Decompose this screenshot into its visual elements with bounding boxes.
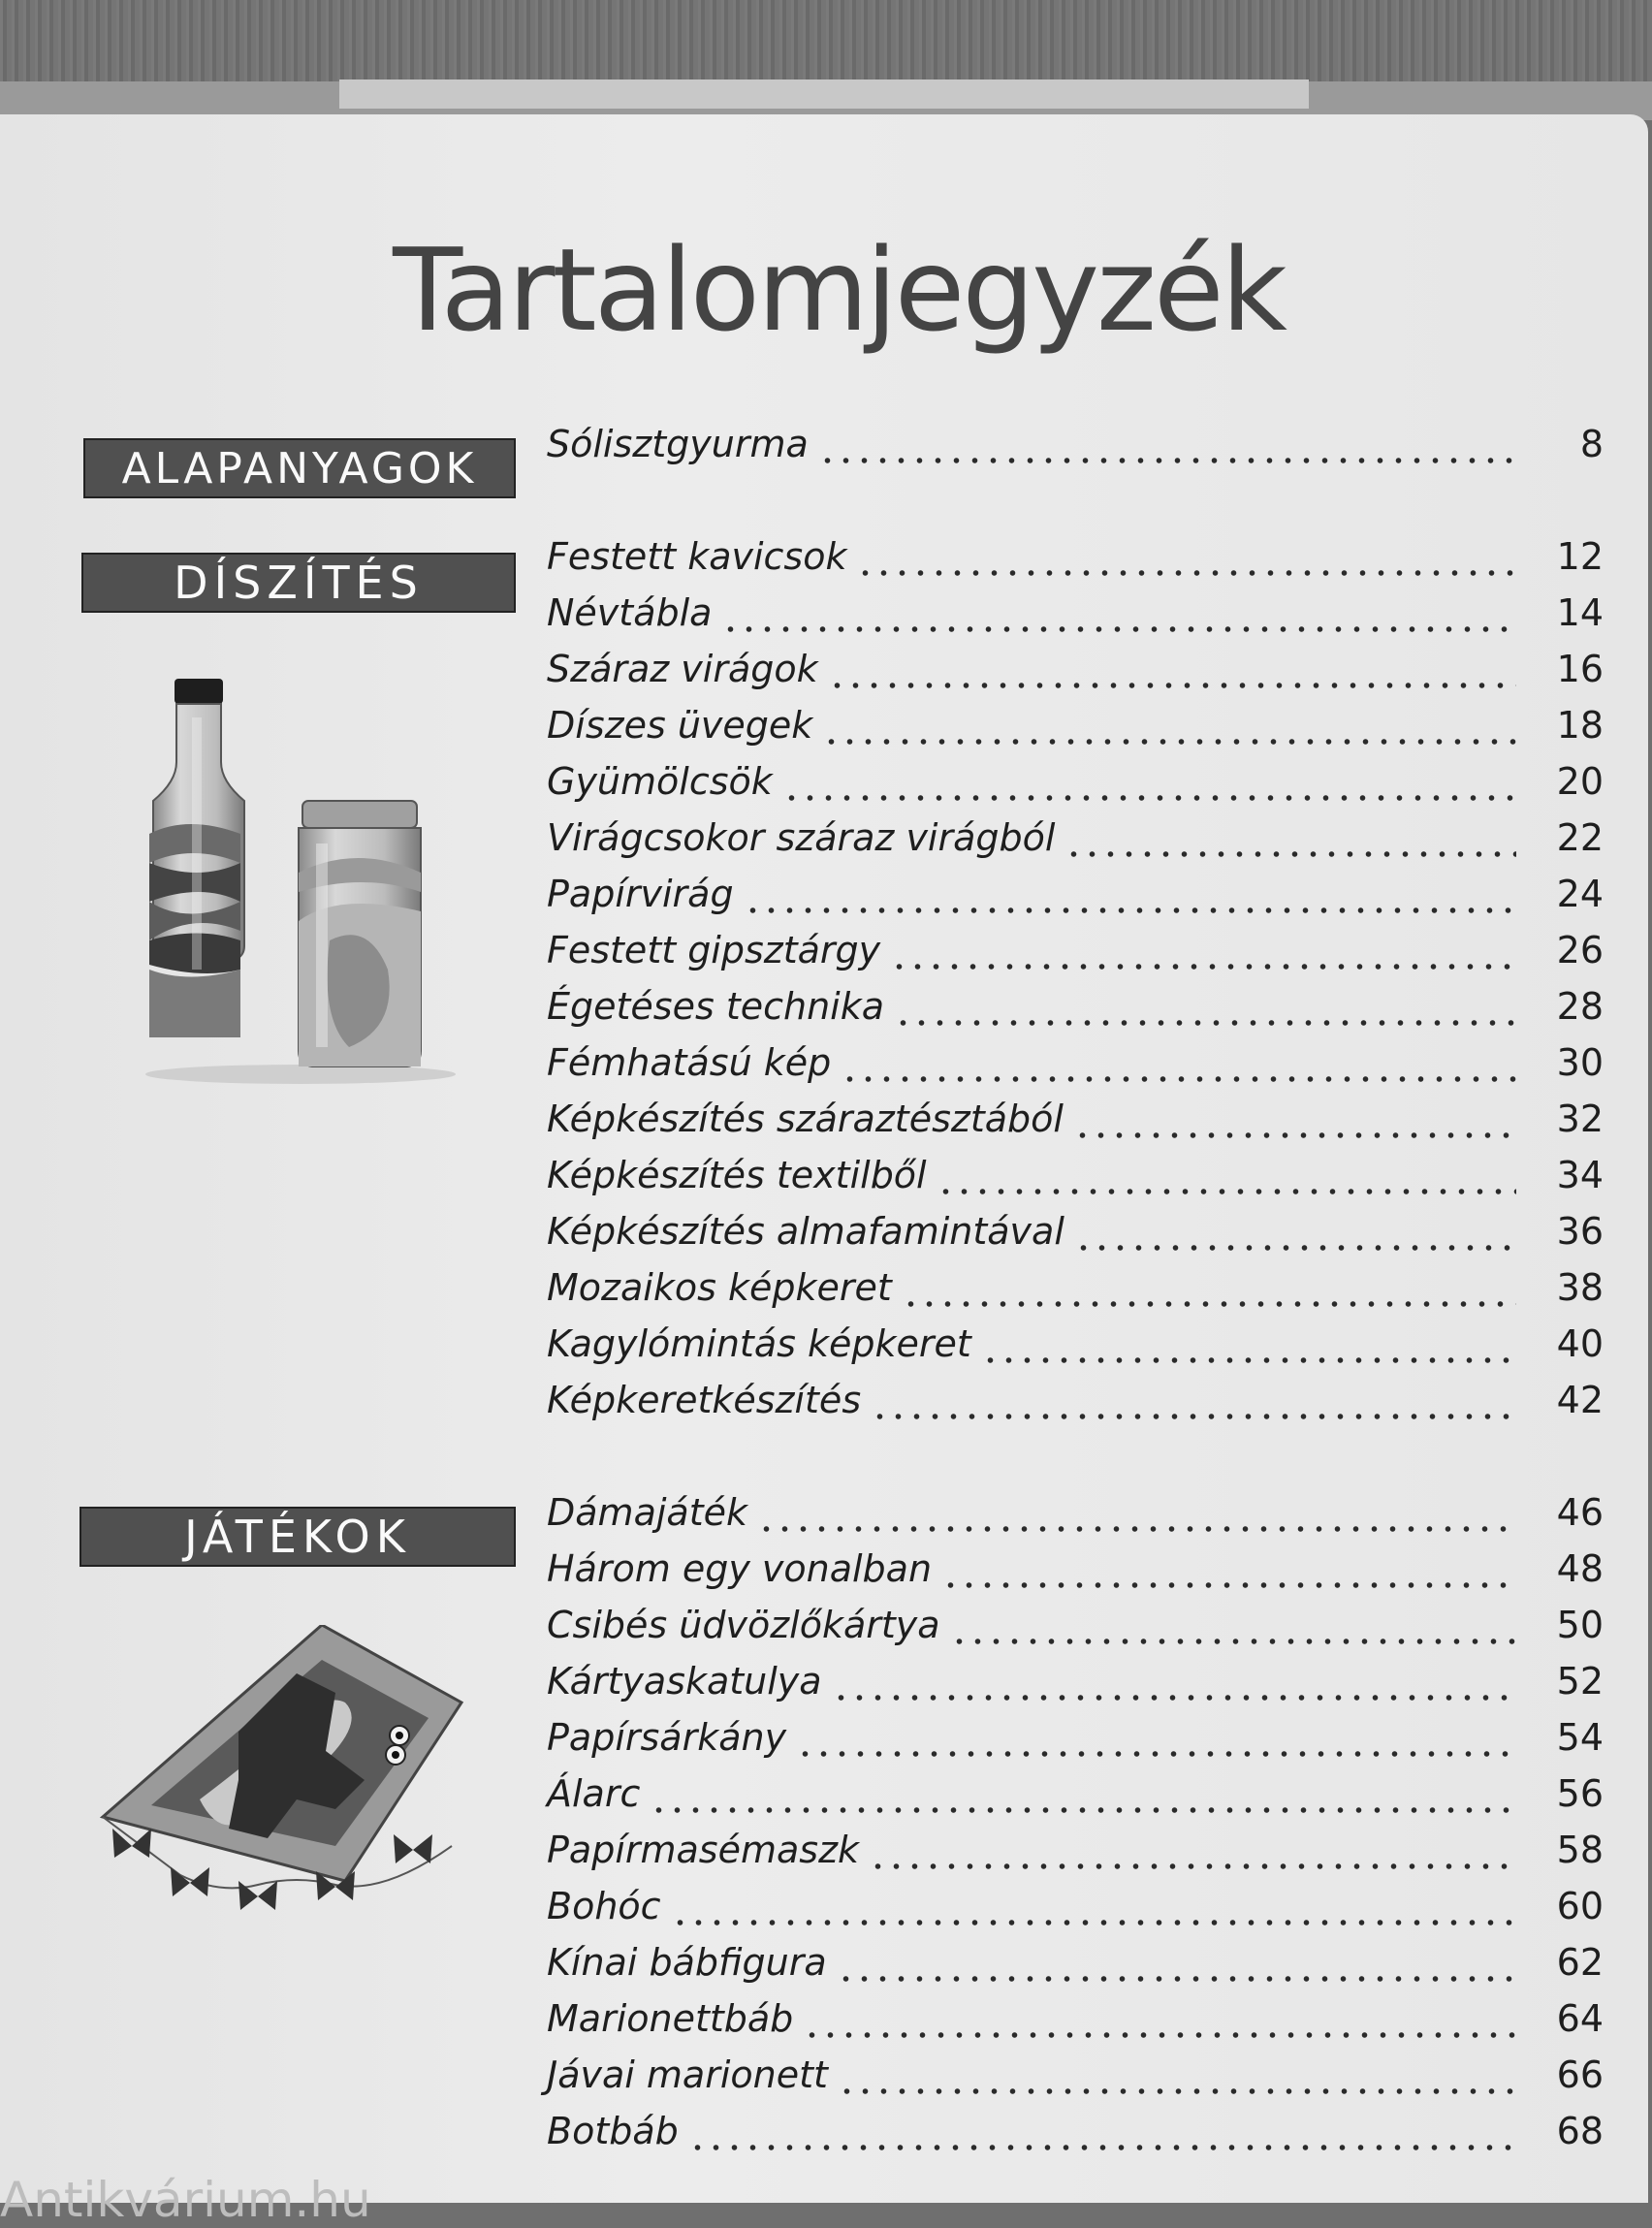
dot-leader [856,567,1516,579]
toc-entry-title: Festett kavicsok [547,535,847,578]
toc-entry[interactable] [547,535,1604,591]
toc-entry-page: 8 [1579,423,1604,465]
toc-entry-title: Csibés üdvözlőkártya [547,1604,940,1646]
dot-leader [981,1354,1516,1366]
dot-leader [828,680,1516,691]
dot-leader [782,792,1516,804]
dot-leader [837,1973,1516,1985]
toc-entry-page: 40 [1556,1322,1604,1365]
toc-entry-title: Sólisztgyurma [547,423,809,465]
dot-leader [890,961,1516,972]
dot-leader [1074,1242,1516,1254]
toc-entry-title: Marionettbáb [547,1997,794,2040]
toc-entry-page: 16 [1556,648,1604,690]
dot-leader [688,2142,1516,2153]
dot-leader [671,1917,1516,1928]
toc-entry-title: Képkészítés száraztésztából [547,1098,1064,1140]
dot-leader [941,1579,1516,1591]
toc-entry[interactable] [547,1716,1604,1772]
toc-entry[interactable] [547,1941,1604,1997]
toc-entry-title: Fémhatású kép [547,1041,832,1084]
toc-entry-title: Dámajáték [547,1491,747,1534]
toc-entry-page: 52 [1556,1660,1604,1703]
toc-entry[interactable] [547,985,1604,1041]
toc-entry[interactable] [547,1885,1604,1941]
dot-leader [744,905,1516,916]
toc-entry[interactable] [547,1266,1604,1322]
toc-entry-page: 62 [1556,1941,1604,1984]
toc-entry-title: Papírmasémaszk [547,1829,860,1871]
toc-entry-title: Kártyaskatulya [547,1660,822,1703]
toc-entry[interactable] [547,1491,1604,1547]
toc-entry-page: 58 [1556,1829,1604,1871]
toc-entry-page: 68 [1556,2110,1604,2152]
toc-entry[interactable] [547,1322,1604,1379]
toc-entry-title: Botbáb [547,2110,679,2152]
dot-leader [650,1804,1516,1816]
dot-leader [838,2085,1516,2097]
sand-jar [299,801,421,1066]
toc-entry-title: Virágcsokor száraz virágból [547,816,1056,859]
toc-entry-page: 22 [1556,816,1604,859]
toc-entry-page: 42 [1556,1379,1604,1421]
toc-entry[interactable] [547,1660,1604,1716]
toc-entry[interactable] [547,816,1604,873]
dot-leader [757,1523,1516,1535]
toc-entry[interactable] [547,2110,1604,2166]
toc-entry[interactable] [547,2053,1604,2110]
toc-entry-page: 28 [1556,985,1604,1028]
toc-entry-page: 38 [1556,1266,1604,1309]
toc-entry-title: Képkeretkészítés [547,1379,862,1421]
toc-entry-page: 30 [1556,1041,1604,1084]
dot-leader [937,1186,1516,1197]
toc-entry[interactable] [547,760,1604,816]
dot-leader [822,736,1516,748]
dot-leader [869,1861,1516,1872]
toc-entry-title: Papírvirág [547,873,734,915]
toc-entry[interactable] [547,1379,1604,1435]
toc-entry[interactable] [547,1829,1604,1885]
toc-entry-title: Képkészítés almafamintával [547,1210,1064,1253]
toc-entry[interactable] [547,423,1604,479]
toc-entry-title: Papírsárkány [547,1716,787,1759]
toc-entry-page: 60 [1556,1885,1604,1927]
toc-entry-title: Jávai marionett [547,2053,828,2096]
toc-entry[interactable] [547,1098,1604,1154]
toc-entry-page: 64 [1556,1997,1604,2040]
toc-entry[interactable] [547,1547,1604,1604]
toc-entry[interactable] [547,1997,1604,2053]
dot-leader [902,1298,1516,1310]
dot-leader [1073,1130,1516,1141]
toc-entry-title: Égetéses technika [547,985,885,1028]
toc-entry-title: Száraz virágok [547,648,818,690]
toc-entry-page: 12 [1556,535,1604,578]
toc-entry[interactable] [547,1210,1604,1266]
toc-entry[interactable] [547,1772,1604,1829]
toc-entry-title: Képkészítés textilből [547,1154,927,1196]
toc-entry[interactable] [547,1041,1604,1098]
toc-entry-page: 18 [1556,704,1604,747]
toc-entry-title: Álarc [547,1772,641,1815]
toc-entry-page: 24 [1556,873,1604,915]
toc-entry-title: Mozaikos képkeret [547,1266,892,1309]
dot-leader [950,1636,1516,1647]
toc-entry-title: Kagylómintás képkeret [547,1322,971,1365]
toc-entry-page: 20 [1556,760,1604,803]
toc-entry-title: Névtábla [547,591,713,634]
toc-entry-title: Bohóc [547,1885,661,1927]
dot-leader [1064,848,1516,860]
toc-entry-page: 54 [1556,1716,1604,1759]
tall-sand-bottle [149,679,244,1037]
toc-entry-page: 36 [1556,1210,1604,1253]
toc-entry[interactable] [547,704,1604,760]
dot-leader [796,1748,1516,1760]
toc-entry[interactable] [547,648,1604,704]
kite-illustration [93,1625,471,1955]
toc-entry[interactable] [547,1604,1604,1660]
toc-entry-title: Kínai bábfigura [547,1941,827,1984]
toc-entry-page: 56 [1556,1772,1604,1815]
toc-entry[interactable] [547,929,1604,985]
toc-entry-title: Három egy vonalban [547,1547,933,1590]
toc-entry-page: 34 [1556,1154,1604,1196]
dot-leader [721,623,1516,635]
page-title: Tartalomjegyzék [393,223,1285,357]
toc-entry-page: 32 [1556,1098,1604,1140]
toc-entry-page: 14 [1556,591,1604,634]
toc-entry[interactable] [547,1154,1604,1210]
toc-entry-page: 46 [1556,1491,1604,1534]
toc-entry-title: Festett gipsztárgy [547,929,881,971]
dot-leader [894,1017,1516,1029]
toc-entry-page: 66 [1556,2053,1604,2096]
dot-leader [803,2029,1516,2041]
toc-entry[interactable] [547,591,1604,648]
dot-leader [871,1411,1516,1422]
toc-entry[interactable] [547,873,1604,929]
toc-entry-page: 26 [1556,929,1604,971]
section-tag-jatekok: JÁTÉKOK [79,1507,516,1567]
section-tag-diszites: DÍSZÍTÉS [81,553,516,613]
dot-leader [818,455,1516,466]
watermark-text: Antikvárium.hu [0,2172,371,2228]
sand-bottles-illustration [136,679,465,1086]
toc-entry-title: Gyümölcsök [547,760,773,803]
toc-entry-page: 48 [1556,1547,1604,1590]
section-tag-alapanyagok: ALAPANYAGOK [83,438,516,498]
toc-entry-page: 50 [1556,1604,1604,1646]
toc-entry-title: Díszes üvegek [547,704,813,747]
dot-leader [841,1073,1516,1085]
book-cover-highlight [339,80,1309,109]
dot-leader [832,1692,1516,1703]
